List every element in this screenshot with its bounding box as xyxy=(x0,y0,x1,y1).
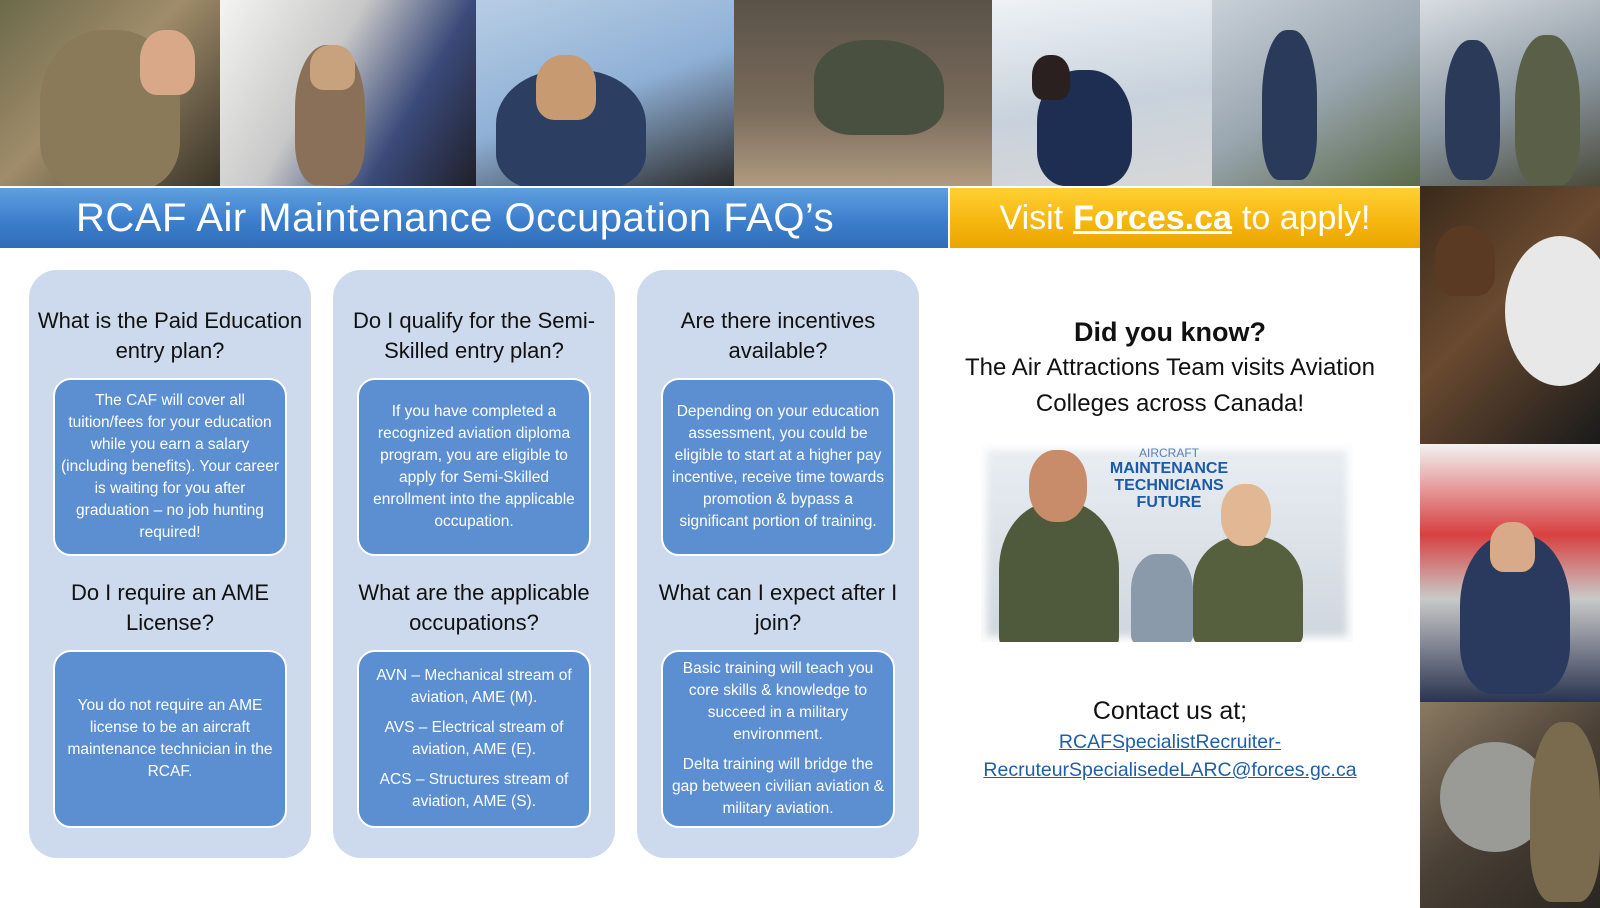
poster-headline xyxy=(1109,446,1229,511)
faq-answer-text: AVN – Mechanical stream of aviation, AME (M). xyxy=(376,667,572,706)
contact-section xyxy=(930,694,1410,784)
technician-cap-photo xyxy=(220,0,476,186)
male-technician-head xyxy=(1029,450,1087,522)
apply-banner xyxy=(950,188,1420,248)
faq-question: Do I require an AME License? xyxy=(70,580,270,635)
male-technician-figure xyxy=(999,502,1119,642)
title-banner xyxy=(0,188,948,248)
did-you-know-title: Did you know? xyxy=(1074,317,1266,347)
faq-answer-text: AVS – Electrical stream of aviation, AME (E). xyxy=(384,719,564,758)
female-technician-figure xyxy=(1193,536,1303,642)
faq-answer xyxy=(53,378,287,556)
faq-question: What are the applicable occupations? xyxy=(358,580,590,635)
faq-answer-text: You do not require an AME license to be an aircraft maintenance technician in the RCAF. xyxy=(67,697,273,780)
faq-answer xyxy=(661,378,895,556)
apply-suffix: to apply! xyxy=(1241,198,1371,237)
faq-question: What is the Paid Education entry plan? xyxy=(37,308,303,363)
faq-answer xyxy=(53,650,287,828)
did-you-know-text: The Air Attractions Team visits Aviation Colleges across Canada! xyxy=(965,354,1375,417)
faq-column-1 xyxy=(29,270,311,858)
faq-question: What can I expect after I join? xyxy=(658,580,898,635)
did-you-know-section xyxy=(930,314,1410,422)
page-title: RCAF Air Maintenance Occupation FAQ’s xyxy=(76,195,835,240)
poster-line: TECHNICIANS xyxy=(1114,477,1224,494)
technician-aircraft-photo xyxy=(1420,0,1600,186)
apply-prefix: Visit xyxy=(999,198,1064,237)
contact-title: Contact us at; xyxy=(1092,697,1248,725)
technician-goggles-photo xyxy=(1420,444,1600,702)
technician-brake-photo xyxy=(1420,702,1600,908)
female-technician-head xyxy=(1221,484,1271,546)
faq-column-3 xyxy=(637,270,919,858)
technician-ladder-photo xyxy=(1212,0,1420,186)
faq-question: Do I qualify for the Semi-Skilled entry plan? xyxy=(352,308,596,363)
helicopter-hangar-photo xyxy=(734,0,992,186)
technician-glasses-photo xyxy=(476,0,734,186)
poster-line: MAINTENANCE xyxy=(1109,460,1229,477)
contact-email-line-2[interactable]: RecruteurSpecialisedeLARC@forces.gc.ca xyxy=(983,759,1357,781)
top-photo-strip xyxy=(0,0,1420,186)
contact-email-line-1[interactable]: RCAFSpecialistRecruiter- xyxy=(1058,731,1282,753)
faq-answer-text: ACS – Structures stream of aviation, AME (S). xyxy=(379,771,569,810)
poster-line: FUTURE xyxy=(1136,494,1202,511)
faq-answer-text: Delta training will bridge the gap between civilian aviation & military aviation. xyxy=(672,756,884,817)
technician-camo-photo xyxy=(0,0,220,186)
faq-answer-text: If you have completed a recognized aviation diploma program, you are eligible to apply for Semi-Skilled enrollment into the applicable occupation. xyxy=(373,403,575,530)
technician-headset-wheel-photo xyxy=(1420,186,1600,444)
technicians-poster-image xyxy=(981,444,1353,642)
faq-answer-text: Basic training will teach you core skills & knowledge to succeed in a military environment. xyxy=(682,660,874,743)
faq-answer xyxy=(357,378,591,556)
technician-braid-photo xyxy=(992,0,1212,186)
center-figure xyxy=(1131,554,1193,642)
faq-answer-text: The CAF will cover all tuition/fees for your education while you earn a salary (including benefits). Your career is waiting for you after graduation – no job hunting required! xyxy=(61,392,279,541)
forces-ca-link[interactable]: Forces.ca xyxy=(1073,198,1232,237)
poster-line: AIRCRAFT xyxy=(1139,446,1199,460)
faq-answer-text: Depending on your education assessment, you could be eligible to start at a higher pay incentive, receive time towards promotion & bypass a significant portion of training. xyxy=(672,403,884,530)
faq-answer xyxy=(357,650,591,828)
faq-column-2 xyxy=(333,270,615,858)
right-photo-column xyxy=(1420,0,1600,908)
faq-answer xyxy=(661,650,895,828)
faq-question: Are there incentives available? xyxy=(680,308,876,363)
